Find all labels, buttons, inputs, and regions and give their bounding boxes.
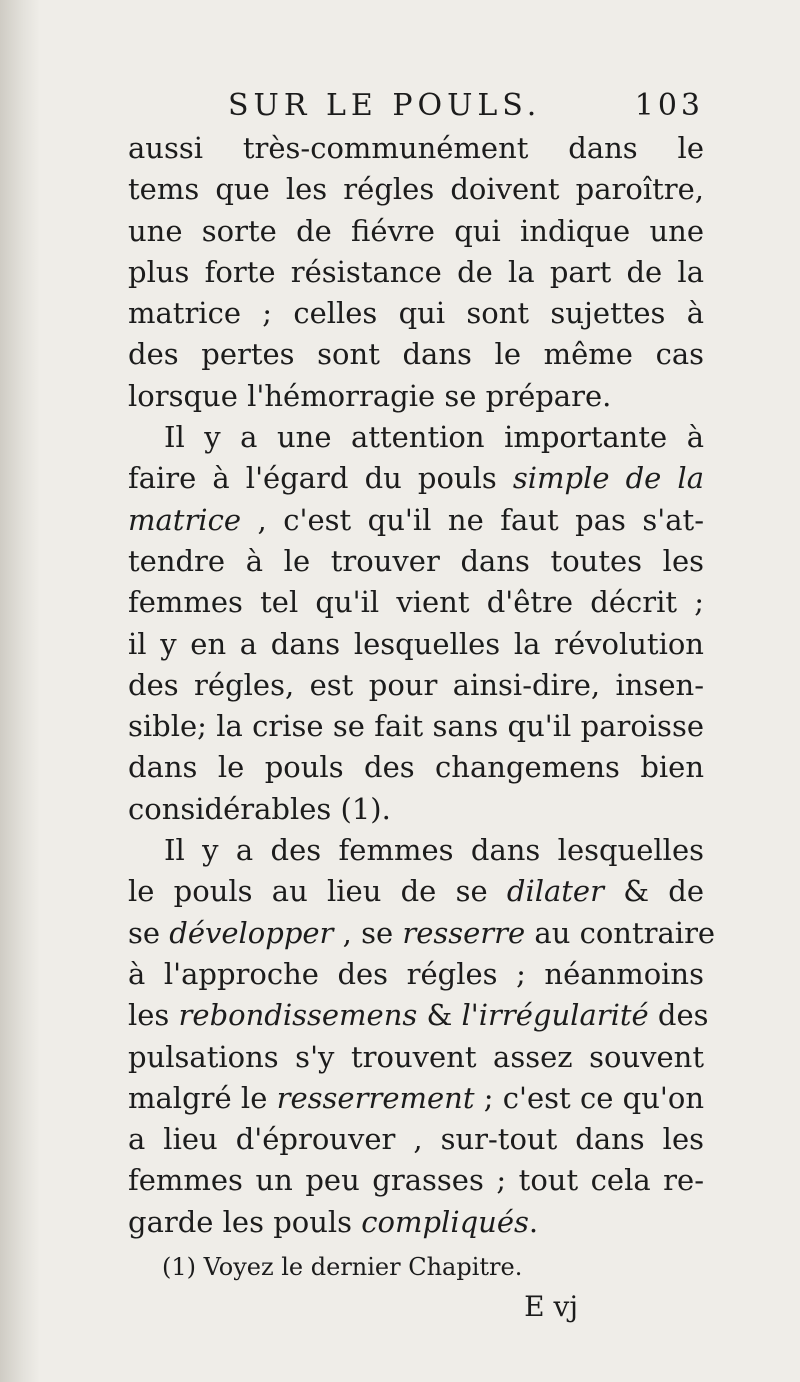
text-segment: & de (603, 874, 704, 909)
text-line (128, 169, 704, 210)
text-segment: & (417, 998, 462, 1033)
text-segment: dans le pouls des changemens bien (128, 750, 704, 785)
text-segment: , c'est qu'il ne faut pas s'at- (240, 502, 704, 537)
page-gutter-shadow (0, 0, 40, 1382)
text-line (128, 747, 704, 788)
text-segment: le pouls au lieu de se (128, 874, 507, 909)
text-segment: plus forte résistance de la part de la (128, 254, 704, 289)
text-segment: des (648, 998, 709, 1033)
italic-text: resserrement (276, 1080, 475, 1115)
text-line (128, 1119, 704, 1160)
text-line (128, 954, 704, 995)
italic-text: rebondissemens (178, 998, 418, 1033)
text-line (128, 706, 704, 747)
text-line (128, 500, 704, 541)
text-block (128, 86, 716, 1327)
text-segment: tendre à le trouver dans toutes les (128, 543, 704, 578)
text-segment: tems que les régles doivent paroître, (128, 172, 704, 207)
italic-text: simple de la (512, 461, 704, 496)
text-segment: faire à l'égard du pouls (128, 461, 513, 496)
text-segment: Il y a des femmes dans lesquelles (164, 833, 704, 868)
text-line (128, 1202, 704, 1243)
text-line (128, 1037, 704, 1078)
paragraph (128, 417, 704, 830)
page-header (128, 86, 704, 128)
text-segment: femmes tel qu'il vient d'être décrit ; (128, 585, 704, 620)
body-text (128, 128, 716, 1243)
text-segment: garde les pouls (128, 1204, 362, 1239)
text-segment: a lieu d'éprouver , sur-tout dans les (128, 1122, 704, 1157)
text-segment: il y en a dans lesquelles la révolution (128, 626, 704, 661)
text-segment: les (128, 998, 179, 1033)
paragraph (128, 128, 704, 417)
text-segment: femmes un peu grasses ; tout cela re- (128, 1163, 704, 1198)
text-segment: malgré le (128, 1080, 277, 1115)
text-line (128, 582, 704, 623)
text-line (128, 541, 704, 582)
text-segment: aussi très-communément dans le (128, 131, 704, 165)
text-segment: à l'approche des régles ; néanmoins (128, 956, 704, 991)
italic-text: resserre (402, 915, 526, 950)
text-line (128, 417, 704, 458)
text-segment: ; c'est ce qu'on (474, 1080, 705, 1115)
text-segment: matrice ; celles qui sont sujettes à (128, 296, 704, 331)
text-line (128, 211, 704, 252)
italic-text: matrice (128, 502, 241, 537)
text-line (128, 293, 704, 334)
text-segment: au contraire (525, 915, 716, 950)
text-line (128, 376, 704, 417)
text-line (128, 995, 709, 1036)
text-segment: des pertes sont dans le même cas (128, 337, 704, 372)
text-segment: se (128, 915, 170, 950)
signature-mark: E vj (524, 1290, 578, 1324)
text-line (128, 871, 704, 912)
running-head: SUR LE POULS. (228, 88, 542, 123)
text-line (128, 789, 704, 830)
footnote: (1) Voyez le dernier Chapitre. (162, 1253, 523, 1282)
italic-text: compliqués (361, 1204, 529, 1239)
text-segment: . (528, 1204, 539, 1239)
text-segment: sible; la crise se fait sans qu'il paroisse (128, 709, 704, 744)
paragraph (128, 830, 716, 1243)
text-segment: lorsque l'hémorragie se prépare. (128, 378, 612, 413)
text-segment: une sorte de fiévre qui indique une (128, 213, 704, 248)
italic-text: dilater (506, 874, 604, 909)
text-segment: des régles, est pour ainsi-dire, insen- (128, 667, 704, 702)
text-line (128, 334, 704, 375)
italic-text: l'irrégularité (461, 998, 649, 1033)
text-line (128, 128, 704, 169)
text-line (128, 1160, 704, 1201)
text-line (128, 830, 704, 871)
text-segment: Il y a une attention importante à (164, 420, 704, 455)
text-segment: pulsations s'y trouvent assez souvent (128, 1039, 704, 1074)
text-line (128, 913, 716, 954)
text-segment: considérables (1). (128, 791, 391, 826)
text-line (128, 252, 704, 293)
text-line (128, 624, 704, 665)
page-number: 103 (634, 88, 704, 123)
text-line (128, 458, 704, 499)
text-line (128, 665, 704, 706)
text-line (128, 1078, 704, 1119)
text-segment: , se (333, 915, 403, 950)
italic-text: développer (169, 915, 334, 950)
